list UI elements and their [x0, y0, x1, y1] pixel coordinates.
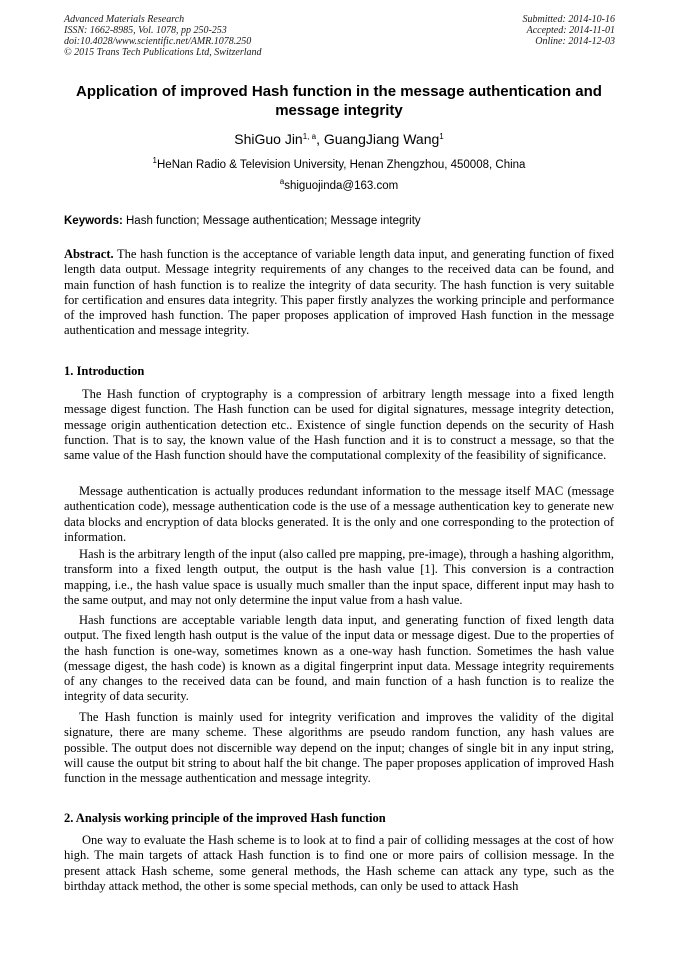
section-heading: 1. Introduction: [64, 364, 145, 378]
journal-info: [64, 14, 262, 58]
paragraph: Message authentication is actually produces redundant information to the message itself MAC (message authentication code), message authentication code is the use of a message authentication key to generate new data blocks and encryption of data blocks generated. It is the only and one corresponding to the protection of information.: [64, 484, 614, 544]
author-affiliation-mark: 1: [439, 132, 444, 141]
online-date: Online: 2014-12-03: [535, 36, 615, 47]
journal-doi: doi:10.4028/www.scientific.net/AMR.1078.250: [64, 36, 252, 47]
affiliation-text: HeNan Radio & Television University, Henan Zhengzhou, 450008, China: [157, 159, 526, 171]
paragraph: Hash functions are acceptable variable length data input, and generating function of fixed length data output. The fixed length hash output is the value of the input data or message digest. Due to the properties of the hash function is one-way, sometimes known as a one-way hash function. Sometimes the hash value (message digest, the hash code) is known as a digital fingerprint input data. Message integrity requirements of any changes to the received data can be found, and main function of a hash function is to realize the integrity of data security.: [64, 613, 614, 704]
author-list: [64, 131, 614, 147]
journal-copyright: © 2015 Trans Tech Publications Ltd, Switzerland: [64, 47, 262, 58]
keywords-text: Hash function; Message authentication; Message integrity: [122, 215, 421, 227]
keywords-label: Keywords:: [64, 215, 123, 227]
affiliation: [64, 158, 614, 172]
keywords: [64, 214, 614, 228]
paragraph: One way to evaluate the Hash scheme is to look at to find a pair of colliding messages at the cost of how high. The main targets of attack Hash function is to find one or more pairs of collision message. In the present attack Hash scheme, some general methods, the Hash scheme can attack any type, such as the birthday attack method, the other is some special methods, can only be used to attack Hash: [64, 833, 614, 893]
submission-dates: [523, 14, 616, 47]
abstract-label: Abstract.: [64, 247, 114, 261]
paragraph: The Hash function is mainly used for integrity verification and improves the validity of the digital signature, there are many scheme. These algorithms are pseudo random function, any hash values are possible. The output does not discernible way depend on the input; changes of single bit in any input string, will cause the output bit string to about half the bit change. The paper proposes application of improved Hash function in the message authentication and message integrity.: [64, 710, 614, 786]
paragraph: Hash is the arbitrary length of the input (also called pre mapping, pre-image), through a hashing algorithm, transform into a fixed length output, the output is the hash value [1]. This conversion is a contraction mapping, i.e., the hash value space is usually much smaller than the input space, different input may hash to the same output, and may not only determine the input value from a hash value.: [64, 547, 614, 607]
journal-name: Advanced Materials Research: [64, 14, 185, 25]
author-affiliation-mark: 1, a: [302, 132, 317, 141]
section-heading: 2. Analysis working principle of the improved Hash function: [64, 811, 386, 825]
author-name: ShiGuo Jin: [234, 131, 303, 147]
email-mark: a: [279, 177, 285, 186]
author-email: [64, 179, 614, 193]
abstract-text: The hash function is the acceptance of variable length data input, and generating function of fixed length data output. Message integrity requirements of any changes to the received data can be found, and main function of hash function is to realize the integrity of data security. The hash function is very suitable for certification and ensures data integrity. This paper firstly analyzes the working principle and performance of the improved hash function. The paper proposes application of improved Hash function in the message authentication and message integrity.: [64, 247, 614, 338]
paper-title: Application of improved Hash function in the message authentication and message integrity: [76, 83, 602, 119]
author-name: GuangJiang Wang: [323, 131, 440, 147]
submitted-date: Submitted: 2014-10-16: [522, 14, 615, 25]
author-separator: ,: [316, 131, 324, 147]
email-address: shiguojinda@163.com: [284, 180, 399, 192]
journal-issn: ISSN: 1662-8985, Vol. 1078, pp 250-253: [64, 25, 227, 36]
accepted-date: Accepted: 2014-11-01: [526, 25, 615, 36]
affiliation-mark: 1: [152, 156, 157, 165]
paragraph: The Hash function of cryptography is a compression of arbitrary length message into a fixed length message digest function. The Hash function can be used for digital signatures, message integrity detection, message origin authentication detection etc.. Existence of single function depends on the security of Hash function. That is to say, the known value of the Hash function and it is to construct a message, so that the same value of the Hash function should have the computational complexity of the feasibility of significance.: [64, 387, 614, 463]
abstract: [64, 247, 614, 339]
